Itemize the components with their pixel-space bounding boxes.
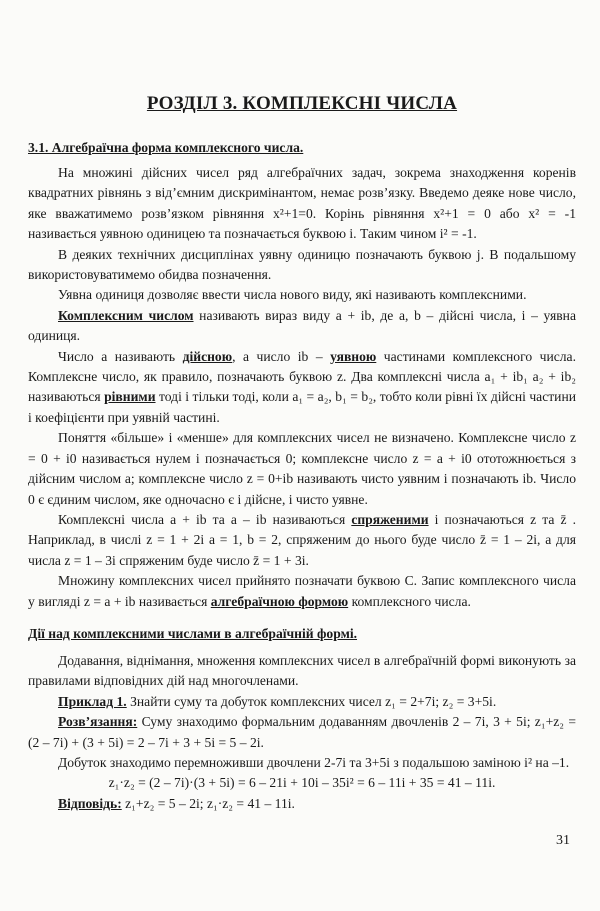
paragraph-intro: На множині дійсних чисел ряд алгебраїчних задач, зокрема знаходження коренів квадратних рівнянь з від’ємним дискримінантом, немає розв’язку. Введемо деяке нове число, яке вважатимемо розв’язком рівняння x²+1=0. Корінь рівняння x²+1 = 0 або x² = -1 називається уявною одиницею та позначається буквою i. Таким чином i² = -1. [28, 165, 576, 242]
section-heading-algebraic-form: 3.1. Алгебраїчна форма комплексного числа. [28, 140, 304, 155]
term-real-part: дійсною [182, 348, 233, 364]
term-algebraic-form: алгебраїчною формою [210, 593, 349, 609]
paragraph-conjugate: Комплексні числа a + ib та a – ib називаються спряженими і позначаються z та z̄ . Наприклад, в числі z = 1 + 2i a = 1, b = 2, спряженим до нього буде число z̄ = 1 – 2i, а для числа z = 1 – 3i спряженим буде число z̄ = 1 + 3i. [28, 511, 576, 568]
term-conjugate: спряженими [351, 511, 429, 527]
section-heading-operations: Дії над комплексними числами в алгебраїчній формі. [28, 626, 358, 641]
formula-product: z₁·z₂ = (2 – 7i)·(3 + 5i) = 6 – 21i + 10i – 35i² = 6 – 11i + 35 = 41 – 11i. [108, 775, 496, 791]
paragraph-algebraic-form: Множину комплексних чисел прийнято позначати буквою C. Запис комплексного числа у вигляді z = a + ib називається алгебраїчною формою комплексного числа. [28, 573, 576, 609]
document-page [28, 0, 576, 911]
answer-label: Відповідь: [58, 795, 122, 811]
paragraph-solution: Розв’язання: Суму знаходимо формальним додаванням двочленів 2 – 7i, 3 + 5i; z₁+z₂ = (2 – 7i) + (3 + 5i) = 2 – 7i + 3 + 5i = 5 – 2i. [28, 714, 576, 750]
page-number: 31 [556, 833, 570, 848]
section-1-body [28, 163, 576, 612]
solution-label: Розв’язання: [58, 714, 138, 730]
paragraph-imaginary-unit: Уявна одиниця дозволяє ввести числа нового виду, які називають комплексними. [58, 287, 527, 303]
example-label: Приклад 1. [58, 693, 127, 709]
chapter-title: РОЗДІЛ 3. КОМПЛЕКСНІ ЧИСЛА [146, 93, 458, 114]
paragraph-answer: Відповідь: z₁+z₂ = 5 – 2i; z₁·z₂ = 41 – 11i. [58, 795, 295, 811]
paragraph-notation-j: В деяких технічних дисциплінах уявну одиницю позначають буквою j. В подальшому використовуватимемо обидва позначення. [28, 246, 576, 283]
paragraph-operations-rule: Додавання, віднімання, множення комплексних чисел в алгебраїчній формі виконують за правилами відповідних дій над многочленами. [28, 653, 576, 689]
term-complex-number: Комплексним числом [58, 307, 194, 323]
paragraph-zero-and-pure-imaginary: Поняття «більше» і «менше» для комплексних чисел не визначено. Комплексне число z = 0 + i0 називається нулем і позначається 0; комплексне число z = a + i0 ототожнюється з дійсним числом a; комплексне число z = 0+ib називають чисто уявним і позначають ib. Число 0 є єдиним числом, яке одночасно є і дійсне, і чисто уявне. [28, 430, 576, 507]
paragraph-product-method: Добуток знаходимо перемноживши двочлени 2-7i та 3+5i з подальшою заміною i² на –1. [58, 755, 570, 771]
section-2-body [28, 651, 576, 814]
term-imaginary-part: уявною [330, 348, 377, 364]
paragraph-example-1: Приклад 1. Знайти суму та добуток комплексних чисел z₁ = 2+7i; z₂ = 3+5i. [58, 693, 497, 709]
paragraph-definition: Комплексним числом називають вираз виду a + ib, де a, b – дійсні числа, i – уявна одиниця. [28, 307, 576, 344]
term-equal: рівними [104, 389, 156, 405]
paragraph-real-imaginary-parts: Число a називають дійсною, а число ib – уявною частинами комплексного числа. Комплексне число, як правило, позначають буквою z. Два комплексні числа a₁ + ib₁ a₂ + ib₂ називаються рівними тоді і тільки тоді, коли a₁ = a₂, b₁ = b₂, тобто коли рівні їх дійсні частини і коефіцієнти при уявній частині. [28, 348, 577, 425]
